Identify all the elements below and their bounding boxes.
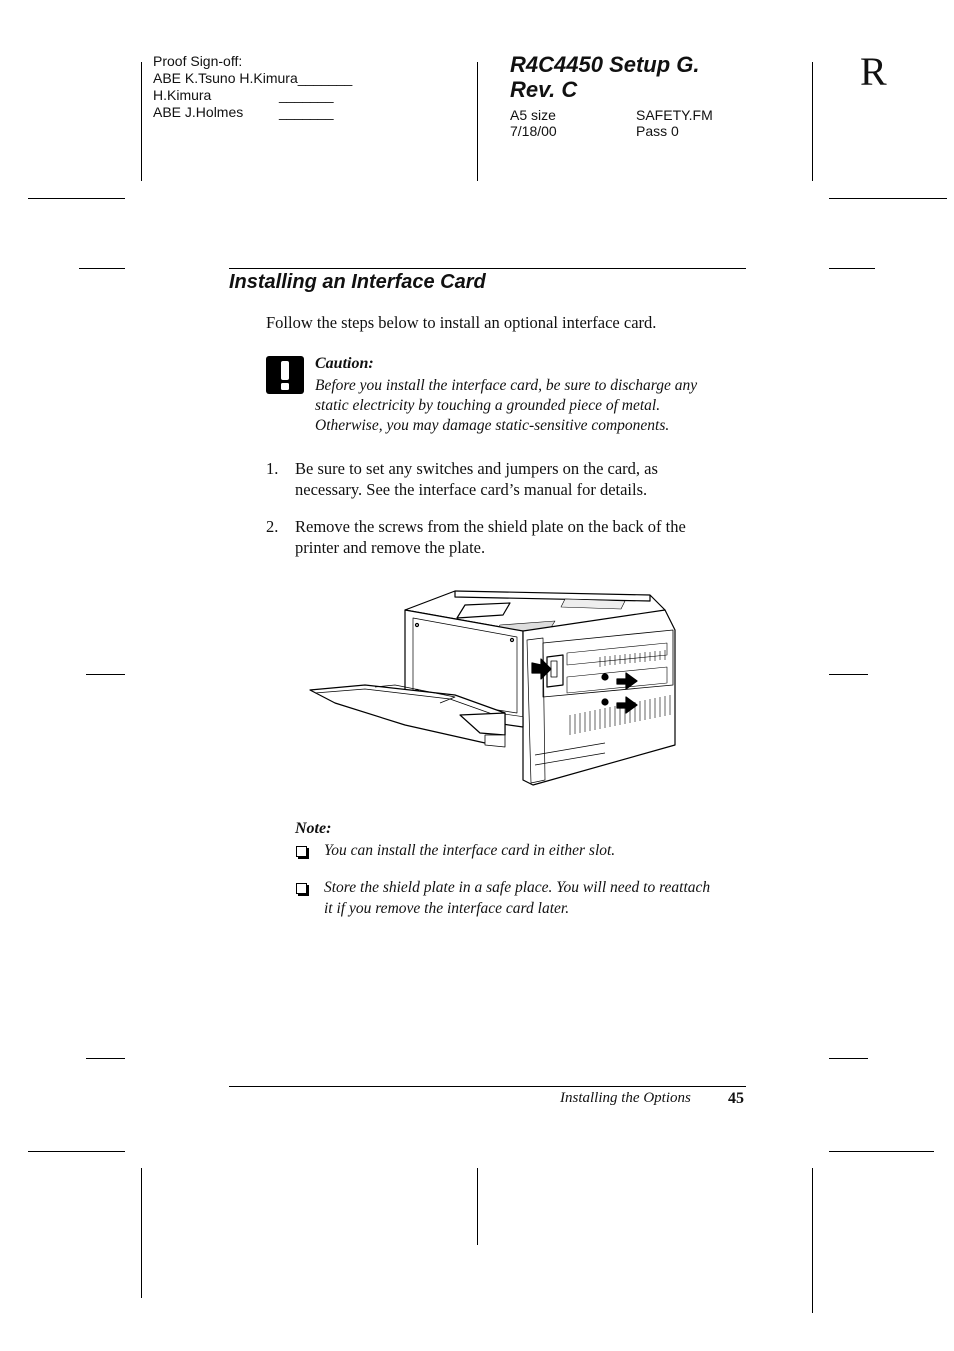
crop-mark [812, 1168, 813, 1313]
proof-signoff [153, 53, 393, 121]
step-text [295, 516, 750, 558]
page-number: 45 [728, 1090, 744, 1107]
caution-line: Otherwise, you may damage static-sensitive components. [315, 417, 670, 434]
proof-line [153, 104, 393, 121]
doc-pass: Pass 0 [636, 123, 679, 139]
crop-mark [141, 1168, 142, 1298]
crop-mark [86, 1058, 125, 1059]
step-line: Remove the screws from the shield plate on the back of the [295, 517, 686, 536]
note-line: it if you remove the interface card later. [324, 900, 570, 917]
doc-title-line: R4C4450 Setup G. [510, 52, 700, 77]
caution-icon [266, 356, 304, 394]
checkbox-bullet-icon [296, 883, 307, 894]
crop-mark [829, 1058, 868, 1059]
crop-mark [829, 674, 868, 675]
step-number: 1. [266, 459, 279, 478]
note-title: Note: [295, 820, 332, 837]
caution-line: static electricity by touching a grounded piece of metal. [315, 397, 661, 414]
crop-mark [477, 1168, 478, 1245]
crop-mark [829, 268, 875, 269]
checkbox-bullet-icon [296, 846, 307, 857]
crop-mark [86, 674, 125, 675]
section-title: Installing an Interface Card [229, 271, 486, 293]
crop-mark [829, 198, 947, 199]
step-line: Be sure to set any switches and jumpers on the card, as [295, 459, 658, 478]
proof-line [153, 87, 393, 104]
doc-title [510, 52, 700, 102]
footer-chapter: Installing the Options [560, 1090, 691, 1106]
footer-rule [229, 1086, 746, 1087]
proof-line: ABE K.Tsuno H.Kimura_______ [153, 70, 353, 86]
crop-mark [141, 62, 142, 181]
corner-letter: R [860, 49, 887, 94]
doc-date: 7/18/00 [510, 123, 557, 139]
note-line: You can install the interface card in either slot. [324, 842, 616, 859]
doc-file: SAFETY.FM [636, 107, 713, 123]
intro-text: Follow the steps below to install an optional interface card. [266, 313, 657, 332]
crop-mark [79, 268, 125, 269]
doc-size: A5 size [510, 107, 556, 123]
doc-title-line: Rev. C [510, 77, 578, 102]
crop-mark [829, 1151, 934, 1152]
proof-line: Proof Sign-off: [153, 53, 243, 69]
step-line: printer and remove the plate. [295, 538, 486, 557]
note-item [324, 877, 754, 919]
caution-body [315, 376, 745, 436]
step-line: necessary. See the interface card’s manual for details. [295, 480, 648, 499]
section-rule [229, 268, 746, 269]
crop-mark [812, 62, 813, 181]
note-item [324, 840, 754, 861]
note-line: Store the shield plate in a safe place. You will need to reattach [324, 879, 711, 896]
caution-line: Before you install the interface card, be sure to discharge any [315, 377, 698, 394]
caution-title: Caution: [315, 355, 374, 372]
crop-mark [28, 198, 125, 199]
step-text [295, 458, 750, 500]
proof-name: ABE J.Holmes [153, 104, 244, 120]
step-number: 2. [266, 517, 279, 536]
proof-blank: _______ [279, 104, 334, 120]
crop-mark [28, 1151, 125, 1152]
printer-illustration [305, 585, 685, 790]
proof-name: H.Kimura [153, 87, 212, 103]
proof-blank: _______ [279, 87, 334, 103]
crop-mark [477, 62, 478, 181]
